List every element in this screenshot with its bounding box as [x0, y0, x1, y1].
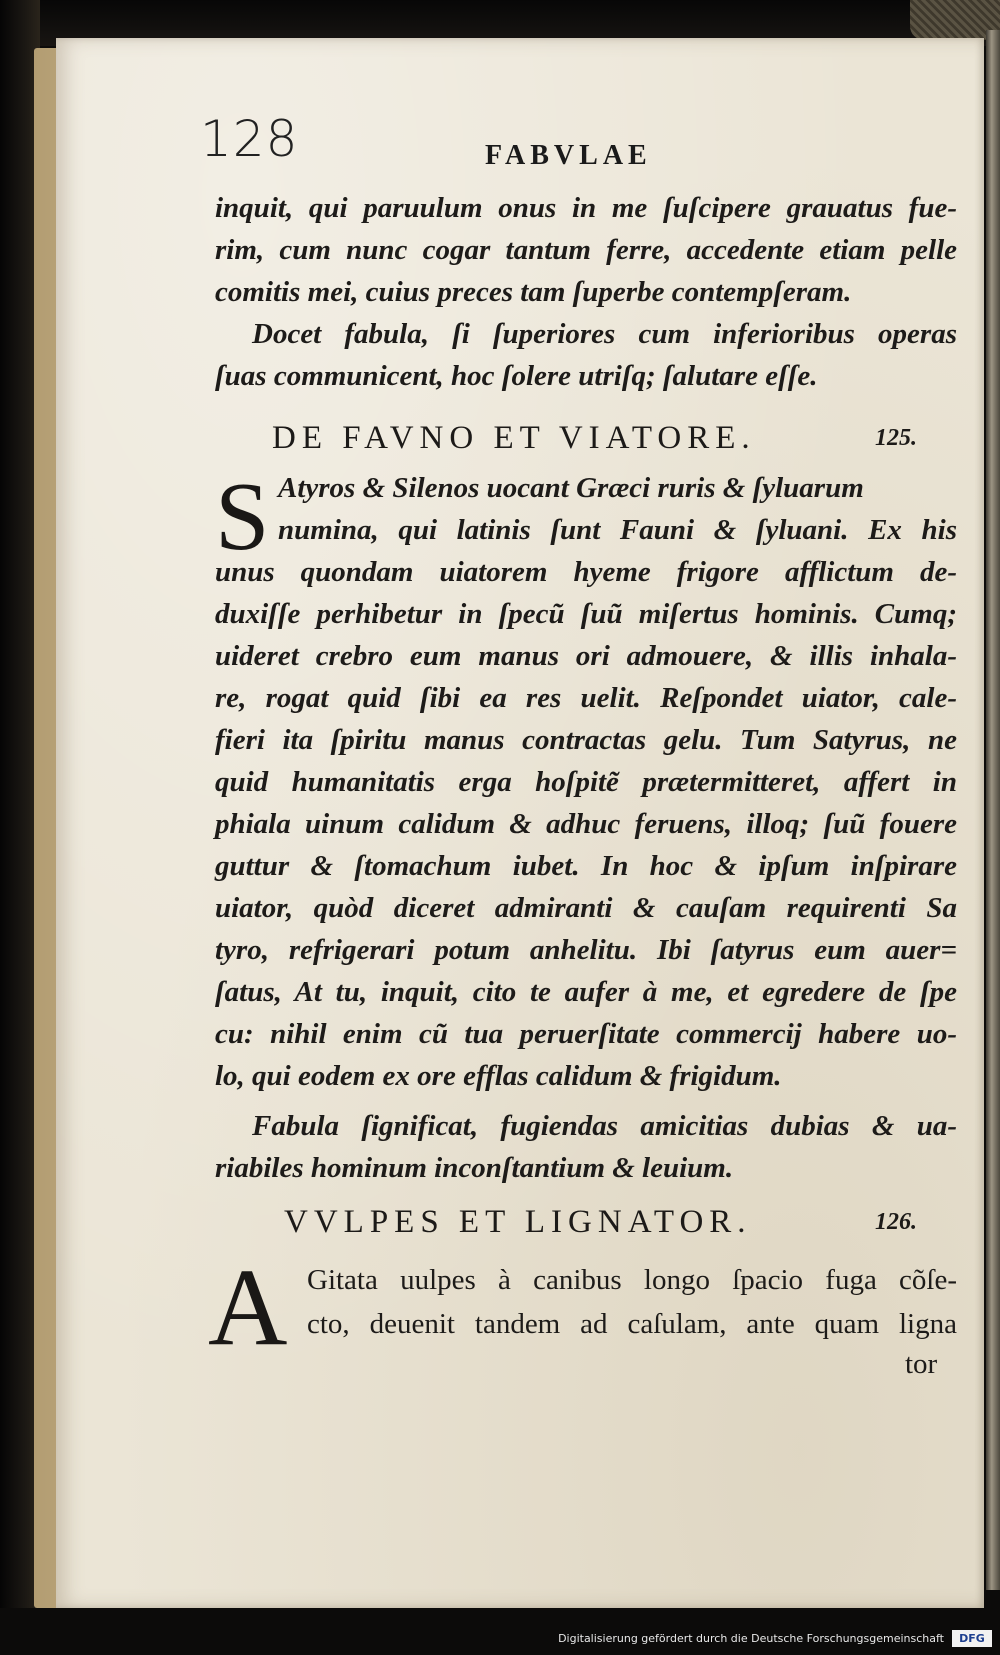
text-line: numina, qui latinis ſunt Fauni & ſyluani. Ex his — [278, 514, 957, 546]
text-line: rim, cum nunc cogar tantum ferre, accedente etiam pelle — [215, 234, 957, 266]
fable-number: 125. — [875, 425, 917, 451]
drop-cap-initial: A — [208, 1246, 288, 1368]
fable-number: 126. — [875, 1209, 917, 1235]
running-head: FABVLAE — [485, 140, 652, 171]
text-line: inquit, qui paruulum onus in me ſuſcipere grauatus fue- — [215, 192, 957, 224]
drop-cap-initial: S — [215, 463, 270, 571]
text-line: ſatus, At tu, inquit, cito te aufer à me, et egredere de ſpe — [215, 976, 957, 1008]
fore-edge-board — [986, 30, 1000, 1590]
text-line: phiala uinum calidum & adhuc feruens, illoq; ſuũ fouere — [215, 808, 957, 840]
text-line: re, rogat quid ſibi ea res uelit. Reſpondet uiator, cale- — [215, 682, 957, 714]
text-line: cu: nihil enim cũ tua peruerſitate commercij habere uo- — [215, 1018, 957, 1050]
text-line: quid humanitatis erga hoſpitẽ prætermitteret, affert in — [215, 766, 957, 798]
moral-line: ſuas communicent, hoc ſolere utriſq; ſalutare eſſe. — [215, 360, 818, 392]
moral-line: riabiles hominum inconſtantium & leuium. — [215, 1152, 734, 1184]
catchword: tor — [905, 1348, 938, 1380]
text-line: Gitata uulpes à canibus longo ſpacio fuga cõſe- — [307, 1264, 957, 1296]
page-number: 128 — [200, 110, 299, 168]
text-line: unus quondam uiatorem hyeme frigore afflictum de- — [215, 556, 957, 588]
fable-title: VVLPES ET LIGNATOR. — [284, 1204, 752, 1240]
text-line: tyro, refrigerari potum anhelitu. Ibi ſatyrus eum auer= — [215, 934, 957, 966]
funding-credit: Digitalisierung gefördert durch die Deutsche Forschungsgemeinschaft — [558, 1632, 944, 1645]
moral-line: Docet fabula, ſi ſuperiores cum inferioribus operas — [252, 318, 957, 350]
text-line: guttur & ſtomachum iubet. In hoc & ipſum inſpirare — [215, 850, 957, 882]
dfg-logo: DFG — [952, 1630, 992, 1647]
text-line: lo, qui eodem ex ore efflas calidum & frigidum. — [215, 1060, 782, 1092]
text-line: duxiſſe perhibetur in ſpecũ ſuũ miſertus hominis. Cumq; — [215, 598, 957, 630]
text-line: cto, deuenit tandem ad caſulam, ante quam ligna — [307, 1308, 957, 1340]
text-line: uiator, quòd diceret admiranti & cauſam requirenti Sa — [215, 892, 957, 924]
fable-title: DE FAVNO ET VIATORE. — [272, 420, 756, 456]
text-line: Atyros & Silenos uocant Græci ruris & ſyluarum — [278, 472, 864, 504]
text-line: fieri ita ſpiritu manus contractas gelu. Tum Satyrus, ne — [215, 724, 957, 756]
text-line: uideret crebro eum manus ori admouere, & illis inhala- — [215, 640, 957, 672]
moral-line: Fabula ſignificat, fugiendas amicitias dubias & ua- — [252, 1110, 957, 1142]
text-line: comitis mei, cuius preces tam ſuperbe contempſeram. — [215, 276, 852, 308]
